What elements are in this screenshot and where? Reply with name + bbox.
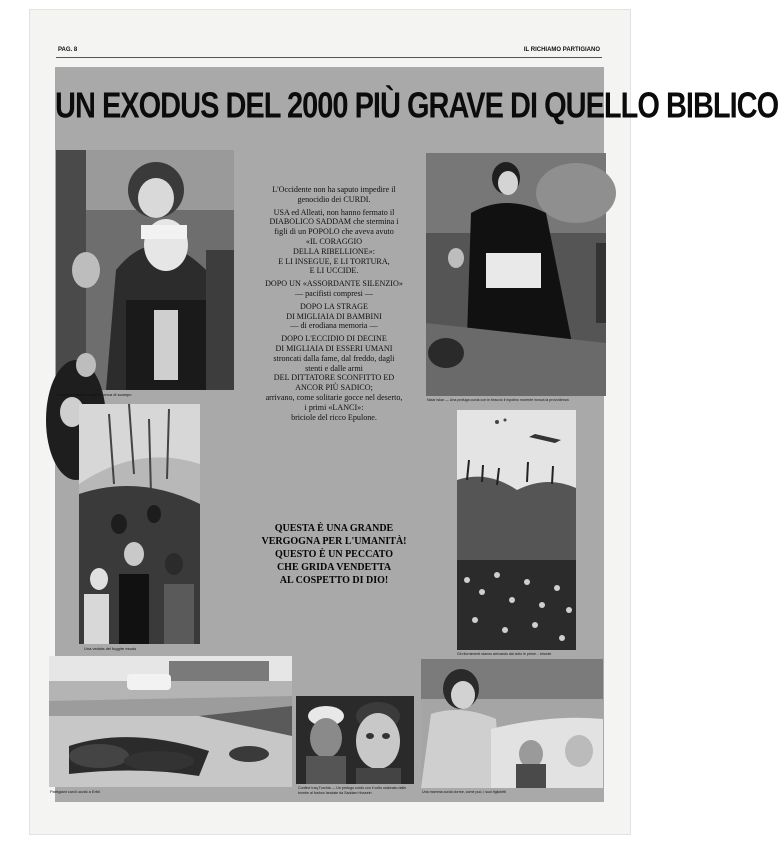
closing-line: VERGOGNA PER L'UMANITÀ! — [261, 536, 407, 547]
body-line: — pacifisti compresi — — [295, 288, 373, 298]
body-line: arrivano, come solitarie gocce nel deserto, — [265, 392, 403, 402]
page-number: PAG. 8 — [58, 47, 78, 53]
caption-photo-2: Nizar Iskar — Una profuga curda con in braccio il nipotino morente invoca la provvidenza — [427, 398, 569, 402]
article-body — [245, 185, 423, 425]
body-line: genocidio dei CURDI. — [297, 194, 371, 204]
body-line: briciole del ricco Epulone. — [291, 412, 377, 422]
photo-mother-children — [421, 659, 603, 788]
body-line: ANCOR PIÙ SADICO; — [295, 383, 373, 393]
body-line: DOPO UN «ASSORDANTE SILENZIO» — [265, 279, 403, 289]
closing-statement — [235, 522, 433, 587]
caption-photo-5: Partigiani curdi uccisi a Erbil — [50, 789, 101, 794]
photo-street-bodies — [49, 656, 292, 787]
headline: UN EXODUS DEL 2000 PIÙ GRAVE DI QUELLO BIBLICO — [55, 86, 778, 126]
body-line: DELLA RIBELLIONE»: — [292, 246, 376, 256]
closing-line: CHE GRIDA VENDETTA — [276, 562, 392, 573]
body-line: USA ed Alleati, non hanno fermato il — [273, 207, 395, 217]
body-line: DIABOLICO SADDAM che stermina i — [269, 217, 399, 227]
body-line: L'Occidente non ha saputo impedire il — [272, 185, 396, 194]
body-line: E LI INSEGUE, E LI TORTURA, — [278, 256, 390, 266]
caption-photo-3: Una veduta del fuggire esodo — [84, 646, 137, 651]
caption-photo-4: Gli rifornimenti stanno arrivando dal cielo le prime... briciole — [457, 652, 552, 656]
body-line: i primi «LANCI»: — [304, 402, 364, 412]
body-line: E LI UCCIDE. — [309, 266, 359, 276]
body-line: stenti e dalle armi — [305, 363, 363, 373]
caption-photo-6: Confine Iraq-Turchia — Un profugo curdo con il volto ustionato dalle bombe al fosforo lanciate da Saddam Hussein — [298, 786, 407, 795]
body-line: DOPO L'ECCIDIO DI DECINE — [281, 334, 387, 344]
body-line: DEL DITTATORE SCONFITTO ED — [273, 373, 395, 383]
closing-line: AL COSPETTO DI DIO! — [279, 575, 389, 586]
body-line: DOPO LA STRAGE — [300, 301, 368, 311]
body-line: «IL CORAGGIO — [305, 236, 363, 246]
body-line: DI MIGLIAIA DI ESSERI UMANI — [275, 343, 393, 353]
photo-exodus-crowd — [79, 404, 200, 644]
photo-burned-refugee — [296, 696, 414, 784]
photo-refugee-woman-praying — [426, 153, 606, 396]
photo-kurdish-women-children — [56, 150, 234, 390]
closing-line: QUESTA È UNA GRANDE — [274, 523, 394, 534]
body-line: figli di un POPOLO che aveva avuto — [274, 227, 394, 237]
body-line: — di erodiana memoria — — [290, 321, 378, 331]
body-line: stroncati dalla fame, dal freddo, dagli — [273, 353, 395, 363]
caption-photo-1: Donne e bambini curdi in cerca di scampo — [57, 392, 132, 397]
header-rule — [56, 57, 602, 58]
closing-line: QUESTO È UN PECCATO — [274, 549, 394, 560]
body-line: DI MIGLIAIA DI BAMBINI — [286, 311, 382, 321]
photo-aid-drop — [457, 410, 576, 650]
caption-photo-7: Una mamma curda dorme, come può, i suoi figlioletti — [422, 790, 506, 794]
publication-name: IL RICHIAMO PARTIGIANO — [523, 47, 600, 53]
